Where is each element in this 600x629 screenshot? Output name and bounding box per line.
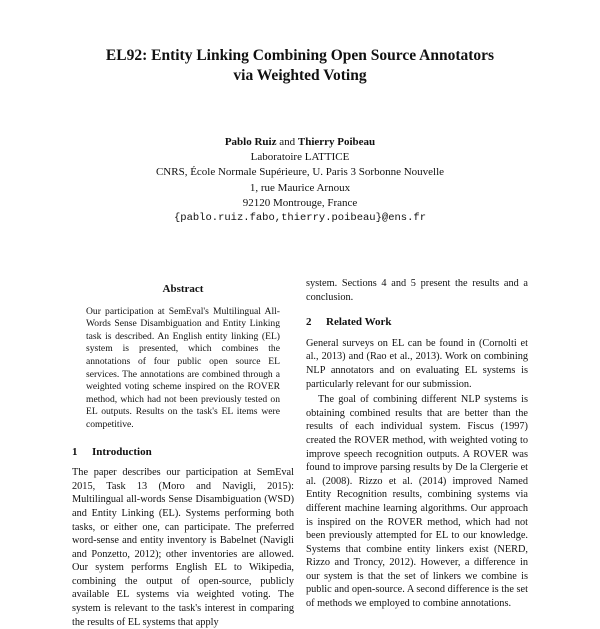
intro-continuation: system. Sections 4 and 5 present the results and a conclusion. — [306, 278, 528, 303]
intro-paragraph: The paper describes our participation at SemEval 2015, Task 13 (Moro and Navigli, 2015): Multilingual all-words Sense Disambiguation (WSD) and Entity Linking (EL). Systems performing both tasks, or either one, can participate. The preferred word-sense and entity inventory is Babelnet (Navigli and Ponzetto, 2012); other inventories are allowed. Our system performs English EL to Wikipedia, combining the output of open-source, publicly available EL systems via weighted voting. The system is relevant to the task's interest in comparing the results of EL systems that apply — [72, 467, 294, 628]
related-paragraph-2: The goal of combining different NLP systems is obtaining combined results that are better than the results of each individual system. Fiscus (1997) created the ROVER method, with weighted voting to improve speech recognition outputs. A ROVER was found to improve parsing results by De la Clergerie et al. (2008). Rizzo et al. (2014) improved Named Entity Recognition results, combining systems via different machine learning algorithms. Our approach is inspired on the ROVER method, which had not been previously attempted for EL to our knowledge. Systems that combine entity linkers exist (NERD, Rizzo and Troncy, 2012). However, a difference in our system is that the set of linkers we combine is public and open-source. A second difference is the set of methods we employed to combine annotations. — [306, 394, 528, 610]
related-section-title: Related Work — [326, 316, 392, 329]
author-2: Thierry Poibeau — [297, 136, 376, 148]
address-city: 92120 Montrouge, France — [242, 196, 358, 209]
author-conjunction: and — [279, 136, 296, 148]
related-work-heading — [306, 316, 528, 330]
author-1: Pablo Ruiz — [224, 136, 277, 148]
affiliation-institution: CNRS, École Normale Supérieure, U. Paris 3 Sorbonne Nouvelle — [155, 166, 445, 179]
abstract-text: Our participation at SemEval's Multilingual All-Words Sense Disambiguation and Entity Linking task is described. An English entity linking (EL) system is presented, which combines the annotations of four public open source EL services. The annotations are combined through a weighted voting scheme inspired on the ROVER method, which had not been previously tested on EL outputs. Results on the task's EL items were competitive. — [86, 305, 280, 430]
address-street: 1, rue Maurice Arnoux — [249, 181, 351, 194]
author-block — [60, 135, 540, 226]
paper-title — [60, 46, 540, 86]
author-email: {pablo.ruiz.fabo,thierry.poibeau}@ens.fr — [173, 212, 427, 225]
left-column — [72, 283, 294, 629]
affiliation-lab: Laboratoire LATTICE — [250, 151, 350, 164]
abstract-heading: Abstract — [162, 283, 204, 295]
title-line-2: via Weighted Voting — [233, 67, 367, 84]
title-line-1: EL92: Entity Linking Combining Open Source Annotators — [105, 47, 495, 64]
related-section-number: 2 — [306, 316, 312, 329]
intro-heading — [72, 446, 294, 460]
related-paragraph-1: General surveys on EL can be found in (Cornolti et al., 2013) and (Rao et al., 2013). Work on combining NLP annotators and on evaluating EL systems is particularly relevant for our submission. — [306, 337, 528, 390]
author-line — [60, 135, 540, 150]
intro-section-number: 1 — [72, 445, 78, 458]
right-column — [306, 277, 528, 611]
intro-section-title: Introduction — [92, 445, 152, 458]
